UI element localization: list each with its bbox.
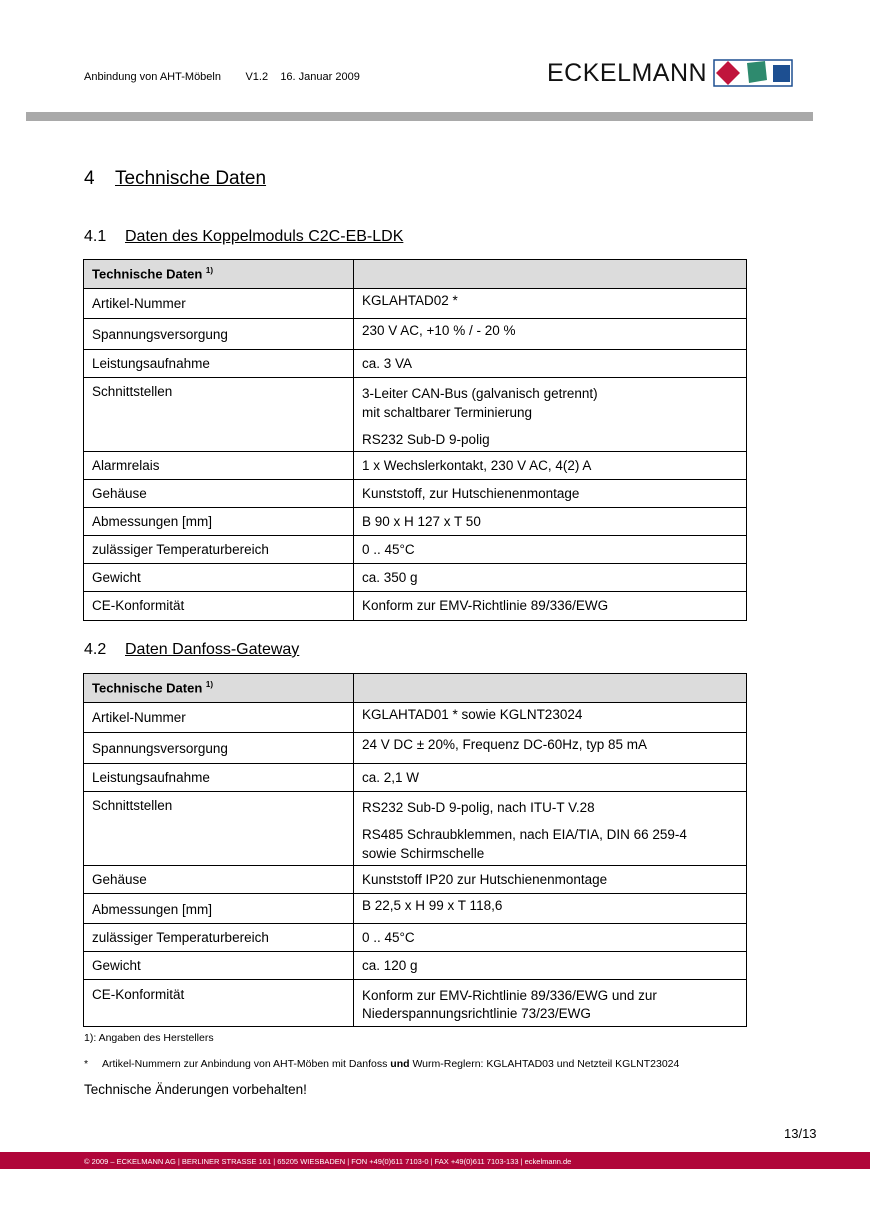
table-row [84,866,747,894]
table-row [84,894,747,924]
section-title: Technische Daten [115,168,267,189]
table-row [84,792,747,866]
row-value: Kunststoff, zur Hutschienenmontage [354,480,747,508]
row-label: zulässiger Temperaturbereich [84,536,354,564]
table-row [84,289,747,319]
page-number: 13/13 [784,1126,817,1141]
row-label: Leistungsaufnahme [84,350,354,378]
row-label: CE-Konformität [84,592,354,621]
section-number: 4 [84,168,95,189]
section-heading [84,168,266,190]
row-label: Gewicht [84,952,354,980]
table-header-empty [354,260,747,289]
table-row [84,480,747,508]
document-header [84,71,360,83]
logo-wordmark: ECKELMANN [547,58,708,87]
row-value: Konform zur EMV-Richtlinie 89/336/EWG [354,592,747,621]
technical-data-table-koppelmodul [83,259,747,621]
row-value: KGLAHTAD01 * sowie KGLNT23024 [354,703,747,733]
row-label: Alarmrelais [84,452,354,480]
table-row [84,952,747,980]
row-label: Gehäuse [84,866,354,894]
eckelmann-logo [547,58,795,88]
row-label: Leistungsaufnahme [84,764,354,792]
row-value: 24 V DC ± 20%, Frequenz DC-60Hz, typ 85 mA [354,733,747,764]
row-value: KGLAHTAD02 * [354,289,747,319]
table-row [84,980,747,1027]
technical-data-table-danfoss-gateway [83,673,747,1027]
row-label: Abmessungen [mm] [84,894,354,924]
subsection-number: 4.1 [84,228,107,245]
table-header-row [84,674,747,703]
header-divider-bar [26,112,813,121]
footnote-marker: 1) [205,680,214,690]
row-value: B 90 x H 127 x T 50 [354,508,747,536]
table-row [84,924,747,952]
row-label: Gewicht [84,564,354,592]
row-value [354,378,747,452]
row-label: Gehäuse [84,480,354,508]
row-value [354,980,747,1027]
row-value: 0 .. 45°C [354,924,747,952]
row-value: 0 .. 45°C [354,536,747,564]
row-label: CE-Konformität [84,980,354,1027]
doc-title: Anbindung von AHT-Möbeln [84,71,221,83]
subsection-heading-4-1 [84,228,403,246]
table-row [84,764,747,792]
row-label: Artikel-Nummer [84,703,354,733]
table-row [84,508,747,536]
row-value: 1 x Wechslerkontakt, 230 V AC, 4(2) A [354,452,747,480]
table-header-row [84,260,747,289]
value-line: 3-Leiter CAN-Bus (galvanisch getrennt) [362,386,598,401]
value-line: Niederspannungsrichtlinie 73/23/EWG [362,1006,591,1021]
value-line: RS485 Schraubklemmen, nach EIA/TIA, DIN 66 259-4 [362,827,687,842]
technical-changes-notice: Technische Änderungen vorbehalten! [84,1082,307,1097]
row-value: 230 V AC, +10 % / - 20 % [354,319,747,350]
value-line: Konform zur EMV-Richtlinie 89/336/EWG und zur [362,988,657,1003]
row-label: Spannungsversorgung [84,319,354,350]
table-row [84,378,747,452]
row-value: B 22,5 x H 99 x T 118,6 [354,894,747,924]
table-row [84,592,747,621]
table-row [84,733,747,764]
table-header-cell: Technische Daten $^{1)}$ [84,674,354,703]
table-row [84,564,747,592]
row-value: ca. 3 VA [354,350,747,378]
footer-text: © 2009 – ECKELMANN AG | BERLINER STRASSE 161 | 65205 WIESBADEN | FON +49(0)611 7103-0 | FAX +49(0)611 7103-133 | eckelmann.de [84,1157,572,1166]
row-label: Abmessungen [mm] [84,508,354,536]
subsection-number: 4.2 [84,641,107,658]
row-value: ca. 2,1 W [354,764,747,792]
footnote-manufacturer: 1): Angaben des Herstellers [84,1032,214,1044]
table-row [84,536,747,564]
row-label: Schnittstellen [84,792,354,866]
table-row [84,319,747,350]
row-value: Kunststoff IP20 zur Hutschienenmontage [354,866,747,894]
table-row [84,703,747,733]
row-value: ca. 120 g [354,952,747,980]
subsection-title: Daten Danfoss-Gateway [125,641,300,658]
doc-date: 16. Januar 2009 [280,71,360,83]
doc-version: V1.2 [245,71,269,83]
value-line: mit schaltbarer Terminierung [362,405,533,420]
value-line: sowie Schirmschelle [362,846,485,861]
emphasis-text: und [390,1058,410,1070]
subsection-heading-4-2 [84,641,299,659]
row-value [354,792,747,866]
table-row [84,452,747,480]
footnote-marker: 1) [205,266,214,276]
row-label: Artikel-Nummer [84,289,354,319]
table-header-empty [354,674,747,703]
footnote-article-numbers: * Artikel-Nummern zur Anbindung von AHT-Möben mit Danfoss und Wurm-Reglern: KGLAHTAD03 und Netzteil KGLNT23024 [84,1058,680,1070]
footnote-star: * [84,1058,89,1070]
row-value: ca. 350 g [354,564,747,592]
row-label: Schnittstellen [84,378,354,452]
value-line: RS232 Sub-D 9-polig [362,432,490,447]
table-header-cell: Technische Daten $^{1)}$ [84,260,354,289]
subsection-title: Daten des Koppelmoduls C2C-EB-LDK [125,228,404,245]
table-row [84,350,747,378]
row-label: Spannungsversorgung [84,733,354,764]
value-line: RS232 Sub-D 9-polig, nach ITU-T V.28 [362,800,595,815]
logo-squares-icon [713,58,795,88]
row-label: zulässiger Temperaturbereich [84,924,354,952]
